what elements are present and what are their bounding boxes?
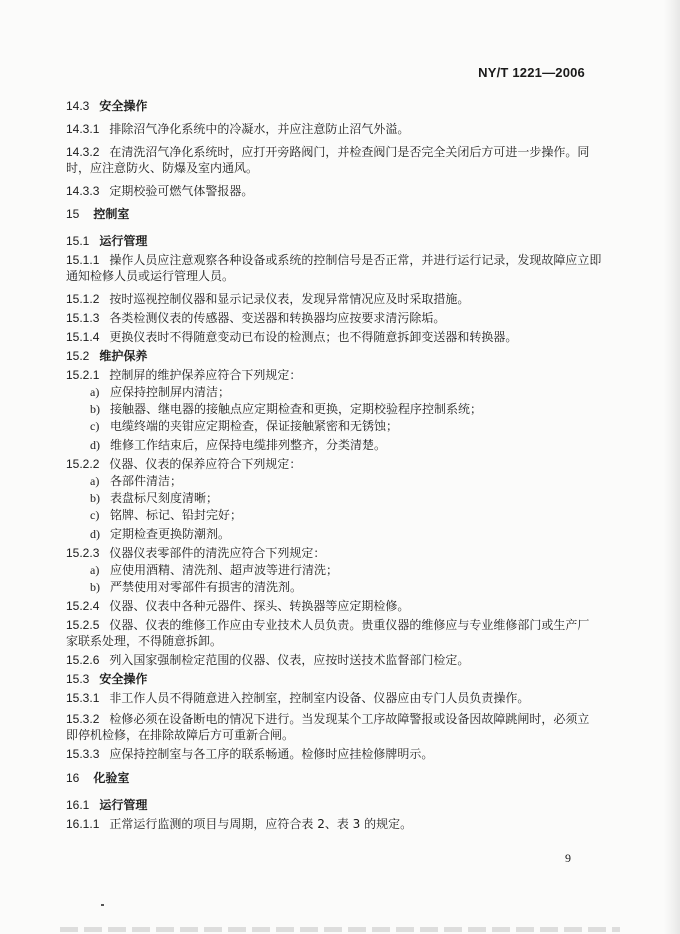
clause-text: 定期检查更换防潮剂。 bbox=[110, 527, 231, 541]
clause-text: 检修必须在设备断电的情况下进行。当发现某个工序故障警报或设备因故障跳闸时，必须立 bbox=[109, 712, 590, 726]
list-marker: c) bbox=[90, 419, 100, 433]
clause-text: 控制屏的维护保养应符合下列规定： bbox=[109, 368, 302, 382]
clause-line bbox=[66, 291, 469, 307]
clause-text: 严禁使用对零部件有损害的清洗剂。 bbox=[110, 580, 303, 594]
clause-line bbox=[66, 746, 433, 762]
clause-number: 15.2.3 bbox=[66, 546, 100, 560]
clause-line bbox=[66, 144, 589, 160]
clause-text: 表盘标尺刻度清晰； bbox=[110, 491, 219, 505]
heading-title: 化验室 bbox=[93, 771, 130, 785]
clause-number: 15.1.1 bbox=[66, 253, 100, 267]
clause-text: 按时巡视控制仪器和显示记录仪表，发现异常情况应及时采取措施。 bbox=[109, 292, 470, 306]
clause-line bbox=[66, 727, 294, 743]
list-item bbox=[90, 418, 398, 434]
clause-line bbox=[66, 711, 589, 727]
heading-title: 安全操作 bbox=[99, 99, 148, 113]
clause-number: 15.2.4 bbox=[66, 599, 100, 613]
clause-line bbox=[66, 598, 409, 614]
clause-number: 14.3 bbox=[66, 99, 90, 113]
list-marker: a) bbox=[90, 474, 100, 488]
clause-number: 15.2.2 bbox=[66, 457, 100, 471]
list-marker: a) bbox=[90, 385, 100, 399]
list-item bbox=[90, 579, 302, 595]
clause-text: 仪器仪表零部件的清洗应符合下列规定： bbox=[109, 546, 326, 560]
clause-line bbox=[66, 183, 253, 199]
clause-line bbox=[66, 633, 222, 649]
clause-text: 排除沼气净化系统中的冷凝水，并应注意防止沼气外溢。 bbox=[109, 122, 410, 136]
clause-text: 列入国家强制检定范围的仪器、仪表，应按时送技术监督部门检定。 bbox=[109, 653, 470, 667]
list-item bbox=[90, 562, 338, 578]
clause-text: 应保持控制室与各工序的联系畅通。检修时应挂检修牌明示。 bbox=[109, 747, 434, 761]
list-item bbox=[90, 437, 386, 453]
list-marker: b) bbox=[90, 402, 100, 416]
clause-number: 15.1.4 bbox=[66, 330, 100, 344]
list-marker: a) bbox=[90, 563, 100, 577]
list-marker: c) bbox=[90, 508, 100, 522]
heading-title: 安全操作 bbox=[99, 672, 148, 686]
clause-number: 16.1 bbox=[66, 798, 90, 812]
clause-number: 14.3.2 bbox=[66, 145, 100, 159]
clause-line bbox=[66, 690, 529, 706]
section-heading bbox=[66, 671, 147, 687]
list-item bbox=[90, 507, 242, 523]
list-item bbox=[90, 384, 230, 400]
page-number: 9 bbox=[565, 851, 571, 865]
standard-code: NY/T 1221—2006 bbox=[478, 65, 585, 80]
list-item bbox=[90, 526, 230, 542]
clause-text: 仪器、仪表中各种元器件、探头、转换器等应定期检修。 bbox=[109, 599, 410, 613]
clause-line bbox=[66, 268, 234, 284]
list-marker: d) bbox=[90, 438, 100, 452]
clause-text: 通知检修人员或运行管理人员。 bbox=[66, 269, 235, 283]
clause-line bbox=[66, 652, 469, 668]
clause-text: 应保持控制屏内清洁； bbox=[110, 385, 231, 399]
clause-number: 15.1.3 bbox=[66, 311, 100, 325]
heading-title: 运行管理 bbox=[99, 234, 148, 248]
clause-number: 14.3.1 bbox=[66, 122, 100, 136]
clause-number: 14.3.3 bbox=[66, 184, 100, 198]
section-heading bbox=[66, 797, 147, 813]
clause-number: 15.1 bbox=[66, 234, 90, 248]
list-marker: d) bbox=[90, 527, 100, 541]
clause-line bbox=[66, 367, 301, 383]
clause-text: 定期校验可燃气体警报器。 bbox=[109, 184, 254, 198]
section-heading bbox=[66, 770, 129, 786]
clause-number: 16 bbox=[66, 771, 80, 785]
clause-text: 正常运行监测的项目与周期，应符合表 2、表 3 的规定。 bbox=[109, 817, 413, 831]
clause-text: 更换仪表时不得随意变动已布设的检测点；也不得随意拆卸变送器和转换器。 bbox=[109, 330, 518, 344]
scan-speck bbox=[101, 904, 104, 906]
clause-line bbox=[66, 816, 412, 832]
clause-number: 15.1.2 bbox=[66, 292, 100, 306]
clause-text: 操作人员应注意观察各种设备或系统的控制信号是否正常，并进行运行记录，发现故障应立即 bbox=[109, 253, 602, 267]
heading-title: 维护保养 bbox=[99, 349, 148, 363]
clause-text: 应使用酒精、清洗剂、超声波等进行清洗； bbox=[110, 563, 339, 577]
list-item bbox=[90, 473, 182, 489]
clause-text: 非工作人员不得随意进入控制室，控制室内设备、仪器应由专门人员负责操作。 bbox=[109, 691, 530, 705]
clause-text: 各类检测仪表的传感器、变送器和转换器均应按要求清污除垢。 bbox=[109, 311, 446, 325]
clause-number: 15.2 bbox=[66, 349, 90, 363]
clause-text: 时，应注意防火、防爆及室内通风。 bbox=[66, 161, 259, 175]
clause-text: 铭牌、标记、铅封完好； bbox=[110, 508, 243, 522]
clause-line bbox=[66, 121, 409, 137]
clause-number: 15.3.3 bbox=[66, 747, 100, 761]
heading-title: 运行管理 bbox=[99, 798, 148, 812]
section-heading bbox=[66, 206, 129, 222]
clause-line bbox=[66, 160, 258, 176]
clause-line bbox=[66, 329, 517, 345]
clause-line bbox=[66, 310, 445, 326]
clause-text: 即停机检修，在排除故障后方可重新合闸。 bbox=[66, 728, 295, 742]
page-edge-shadow bbox=[664, 0, 680, 934]
section-heading bbox=[66, 348, 147, 364]
heading-title: 控制室 bbox=[93, 207, 130, 221]
list-marker: b) bbox=[90, 580, 100, 594]
section-heading bbox=[66, 233, 147, 249]
clause-line bbox=[66, 456, 301, 472]
clause-number: 15.2.1 bbox=[66, 368, 100, 382]
clause-text: 各部件清洁； bbox=[110, 474, 183, 488]
clause-text: 电缆终端的夹钳应定期检查，保证接触紧密和无锈蚀； bbox=[110, 419, 399, 433]
clause-line bbox=[66, 617, 589, 633]
list-marker: b) bbox=[90, 491, 100, 505]
clause-number: 15.2.5 bbox=[66, 618, 100, 632]
clause-text: 接触器、继电器的接触点应定期检查和更换，定期校验程序控制系统； bbox=[110, 402, 483, 416]
list-item bbox=[90, 490, 218, 506]
list-item bbox=[90, 401, 482, 417]
clause-number: 15.3.2 bbox=[66, 712, 100, 726]
clause-number: 15.3 bbox=[66, 672, 90, 686]
section-heading bbox=[66, 98, 147, 114]
clause-text: 仪器、仪表的保养应符合下列规定： bbox=[109, 457, 302, 471]
clause-number: 16.1.1 bbox=[66, 817, 100, 831]
clause-text: 家联系处理，不得随意拆卸。 bbox=[66, 634, 223, 648]
clause-number: 15 bbox=[66, 207, 80, 221]
clause-line bbox=[66, 252, 601, 268]
clause-text: 仪器、仪表的维修工作应由专业技术人员负责。贵重仪器的维修应与专业维修部门或生产厂 bbox=[109, 618, 590, 632]
clause-number: 15.3.1 bbox=[66, 691, 100, 705]
scan-bleed-through bbox=[60, 927, 620, 932]
clause-text: 在清洗沼气净化系统时，应打开旁路阀门，并检查阀门是否完全关闭后方可进一步操作。同 bbox=[109, 145, 590, 159]
clause-line bbox=[66, 545, 325, 561]
clause-text: 维修工作结束后，应保持电缆排列整齐，分类清楚。 bbox=[110, 438, 387, 452]
clause-number: 15.2.6 bbox=[66, 653, 100, 667]
